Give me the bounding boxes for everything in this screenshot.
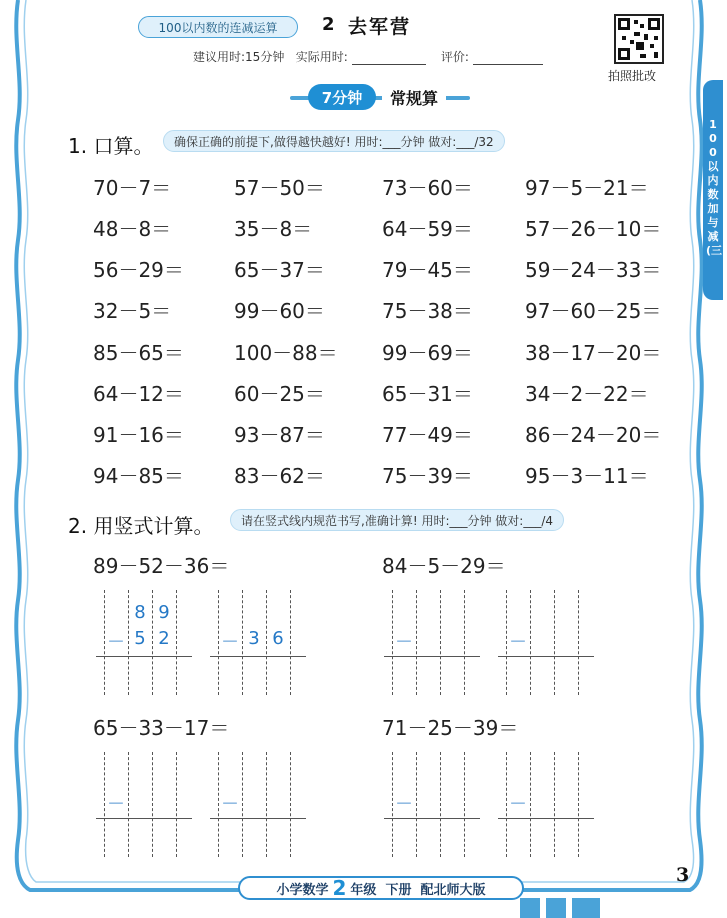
drill-item[interactable]: 77－49＝: [382, 423, 473, 447]
vertical-problem-3: 65－33－17＝: [93, 716, 230, 740]
drill-item[interactable]: 75－39＝: [382, 464, 473, 488]
digit: 3: [248, 628, 260, 649]
minus-sign: －: [221, 632, 239, 653]
section2-note: 请在竖式线内规范书写,准确计算! 用时:___分钟 做对:___/4: [230, 509, 564, 531]
footer-edition: 配北师大版: [420, 882, 486, 898]
vertical-problem-4: 71－25－39＝: [382, 716, 519, 740]
page-number: 3: [676, 864, 690, 886]
footer-grade-label: 年级: [350, 882, 377, 898]
minus-sign: －: [107, 794, 125, 815]
digit: 6: [272, 628, 284, 649]
drill-item[interactable]: 97－5－21＝: [525, 176, 649, 200]
footer-volume: 下册: [385, 882, 412, 898]
vertical-work-box[interactable]: [506, 752, 586, 857]
suggested-time: 建议用时:15分钟: [193, 50, 285, 64]
banner-time-pill: 7分钟: [308, 84, 376, 110]
drill-item[interactable]: 83－62＝: [234, 464, 325, 488]
drill-item[interactable]: 65－31＝: [382, 382, 473, 406]
vertical-work-box[interactable]: [104, 590, 184, 695]
drill-item[interactable]: 97－60－25＝: [525, 299, 662, 323]
section1-title: 1. 口算。: [68, 134, 154, 158]
minus-sign: －: [107, 632, 125, 653]
drill-item[interactable]: 48－8＝: [93, 217, 172, 241]
topic-tag: 100以内数的连减运算: [138, 16, 298, 38]
drill-item[interactable]: 35－8＝: [234, 217, 313, 241]
vertical-problem-2: 84－5－29＝: [382, 554, 506, 578]
drill-item[interactable]: 75－38＝: [382, 299, 473, 323]
drill-item[interactable]: 57－26－10＝: [525, 217, 662, 241]
chapter-side-tab-label: 100以内数加与减(三): [706, 118, 727, 257]
drill-item[interactable]: 86－24－20＝: [525, 423, 662, 447]
time-row: [193, 48, 543, 65]
section2-title: 2. 用竖式计算。: [68, 514, 214, 538]
digit: 8: [134, 602, 146, 623]
actual-time-label: 实际用时:: [295, 50, 348, 64]
vertical-work-box[interactable]: [392, 590, 472, 695]
qr-label: 拍照批改: [608, 69, 657, 83]
qr-code-icon[interactable]: [614, 14, 664, 64]
vertical-work-box[interactable]: [218, 752, 298, 857]
section1-note: 确保正确的前提下,做得越快越好! 用时:___分钟 做对:___/32: [163, 130, 505, 152]
minus-sign: －: [509, 632, 527, 653]
drill-item[interactable]: 93－87＝: [234, 423, 325, 447]
drill-item[interactable]: 56－29＝: [93, 258, 184, 282]
drill-item[interactable]: 100－88＝: [234, 341, 338, 365]
vertical-problem-1: 89－52－36＝: [93, 554, 230, 578]
footer-grade-number: 2: [332, 876, 347, 900]
drill-item[interactable]: 95－3－11＝: [525, 464, 649, 488]
drill-item[interactable]: 65－37＝: [234, 258, 325, 282]
digit: 2: [158, 628, 170, 649]
evaluation-blank[interactable]: [473, 64, 543, 65]
drill-item[interactable]: 34－2－22＝: [525, 382, 649, 406]
vertical-work-box[interactable]: [506, 590, 586, 695]
drill-item[interactable]: 99－60＝: [234, 299, 325, 323]
vertical-work-box[interactable]: [392, 752, 472, 857]
banner-name: 常规算: [382, 83, 446, 111]
drill-item[interactable]: 73－60＝: [382, 176, 473, 200]
minus-sign: －: [395, 794, 413, 815]
drill-item[interactable]: 60－25＝: [234, 382, 325, 406]
footer-bar: [238, 876, 524, 900]
drill-item[interactable]: 64－59＝: [382, 217, 473, 241]
footer-subject: 小学数学: [276, 882, 329, 898]
minus-sign: －: [509, 794, 527, 815]
lesson-title: 去军营: [348, 16, 412, 38]
drill-item[interactable]: 59－24－33＝: [525, 258, 662, 282]
drill-item[interactable]: 91－16＝: [93, 423, 184, 447]
minus-sign: －: [395, 632, 413, 653]
drill-item[interactable]: 32－5＝: [93, 299, 172, 323]
vertical-work-box[interactable]: [104, 752, 184, 857]
drill-item[interactable]: 64－12＝: [93, 382, 184, 406]
drill-item[interactable]: 70－7＝: [93, 176, 172, 200]
drill-item[interactable]: 94－85＝: [93, 464, 184, 488]
drill-item[interactable]: 99－69＝: [382, 341, 473, 365]
drill-item[interactable]: 79－45＝: [382, 258, 473, 282]
lesson-number: 2: [322, 14, 335, 35]
evaluation-label: 评价:: [440, 50, 469, 64]
minus-sign: －: [221, 794, 239, 815]
drill-item[interactable]: 57－50＝: [234, 176, 325, 200]
digit: 9: [158, 602, 170, 623]
actual-time-blank[interactable]: [352, 64, 426, 65]
vertical-work-box[interactable]: [218, 590, 298, 695]
drill-item[interactable]: 85－65＝: [93, 341, 184, 365]
digit: 5: [134, 628, 146, 649]
drill-item[interactable]: 38－17－20＝: [525, 341, 662, 365]
